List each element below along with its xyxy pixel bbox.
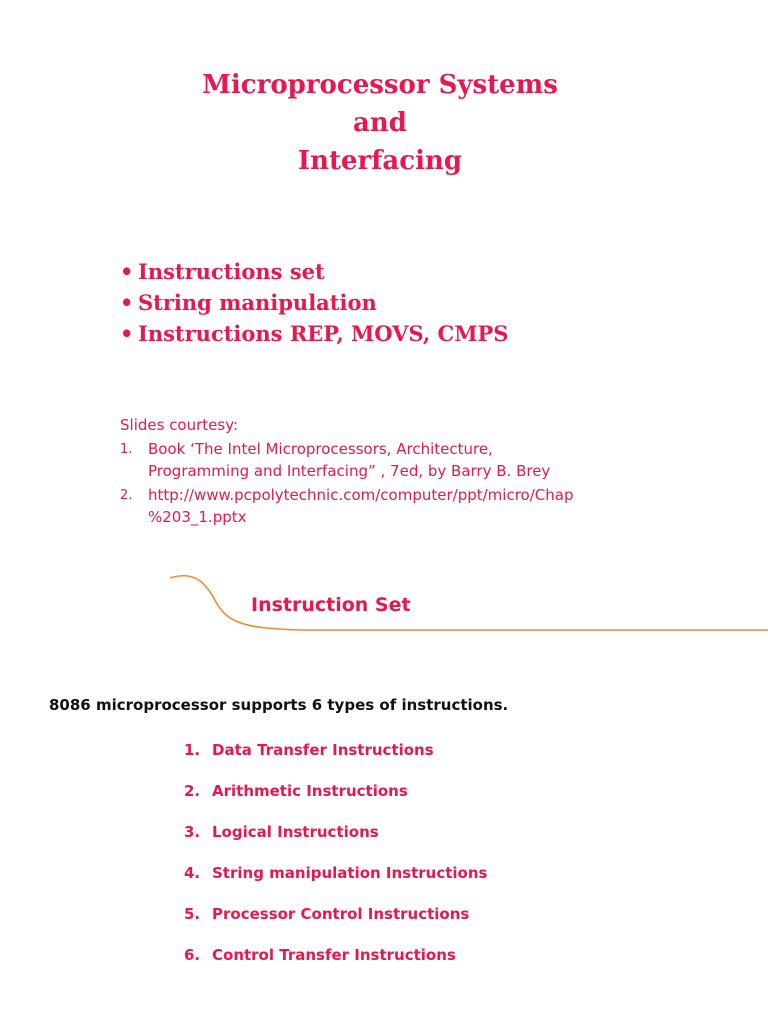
instruction-type-item (184, 821, 487, 862)
item-label: Processor Control Instructions (212, 905, 470, 923)
item-number: 6. (184, 946, 201, 964)
instruction-type-item (184, 739, 487, 780)
item-number: 5. (184, 905, 201, 923)
item-label: Arithmetic Instructions (212, 782, 408, 800)
instruction-type-item (184, 780, 487, 821)
reference-item (120, 484, 644, 528)
reference-line: Programming and Interfacing” , 7ed, by Barry B. Brey (148, 462, 551, 480)
title-line-1: Microprocessor Systems (202, 70, 558, 100)
section-title: Instruction Set (251, 594, 411, 616)
reference-number: 1. (120, 442, 133, 457)
instruction-type-item (184, 862, 487, 903)
reference-line: Book ‘The Intel Microprocessors, Architecture, (148, 440, 493, 458)
title-line-3: Interfacing (297, 146, 463, 176)
item-label: Logical Instructions (212, 823, 379, 841)
reference-list (120, 438, 644, 528)
item-number: 2. (184, 782, 201, 800)
bullet-item: • Instructions set (120, 256, 680, 287)
item-number: 3. (184, 823, 201, 841)
item-label: Data Transfer Instructions (212, 741, 434, 759)
reference-url-line[interactable]: http://www.pcpolytechnic.com/computer/ppt/micro/Chap (148, 486, 574, 504)
reference-number: 2. (120, 488, 133, 503)
intro-sentence: 8086 microprocessor supports 6 types of instructions. (49, 696, 509, 714)
title-line-2: and (353, 108, 407, 138)
item-label: Control Transfer Instructions (212, 946, 456, 964)
item-number: 1. (184, 741, 201, 759)
reference-item (120, 438, 644, 482)
slides-courtesy (120, 414, 644, 528)
courtesy-heading: Slides courtesy: (120, 416, 239, 434)
topic-bullet-list (120, 256, 680, 349)
item-label: String manipulation Instructions (212, 864, 488, 882)
bullet-item: • String manipulation (120, 287, 680, 318)
item-number: 4. (184, 864, 201, 882)
instruction-type-item (184, 944, 487, 985)
instruction-type-list (184, 739, 487, 985)
instruction-type-item (184, 903, 487, 944)
bullet-item: • Instructions REP, MOVS, CMPS (120, 318, 680, 349)
reference-url-line[interactable]: %203_1.pptx (148, 508, 247, 526)
slide-title (120, 66, 640, 180)
